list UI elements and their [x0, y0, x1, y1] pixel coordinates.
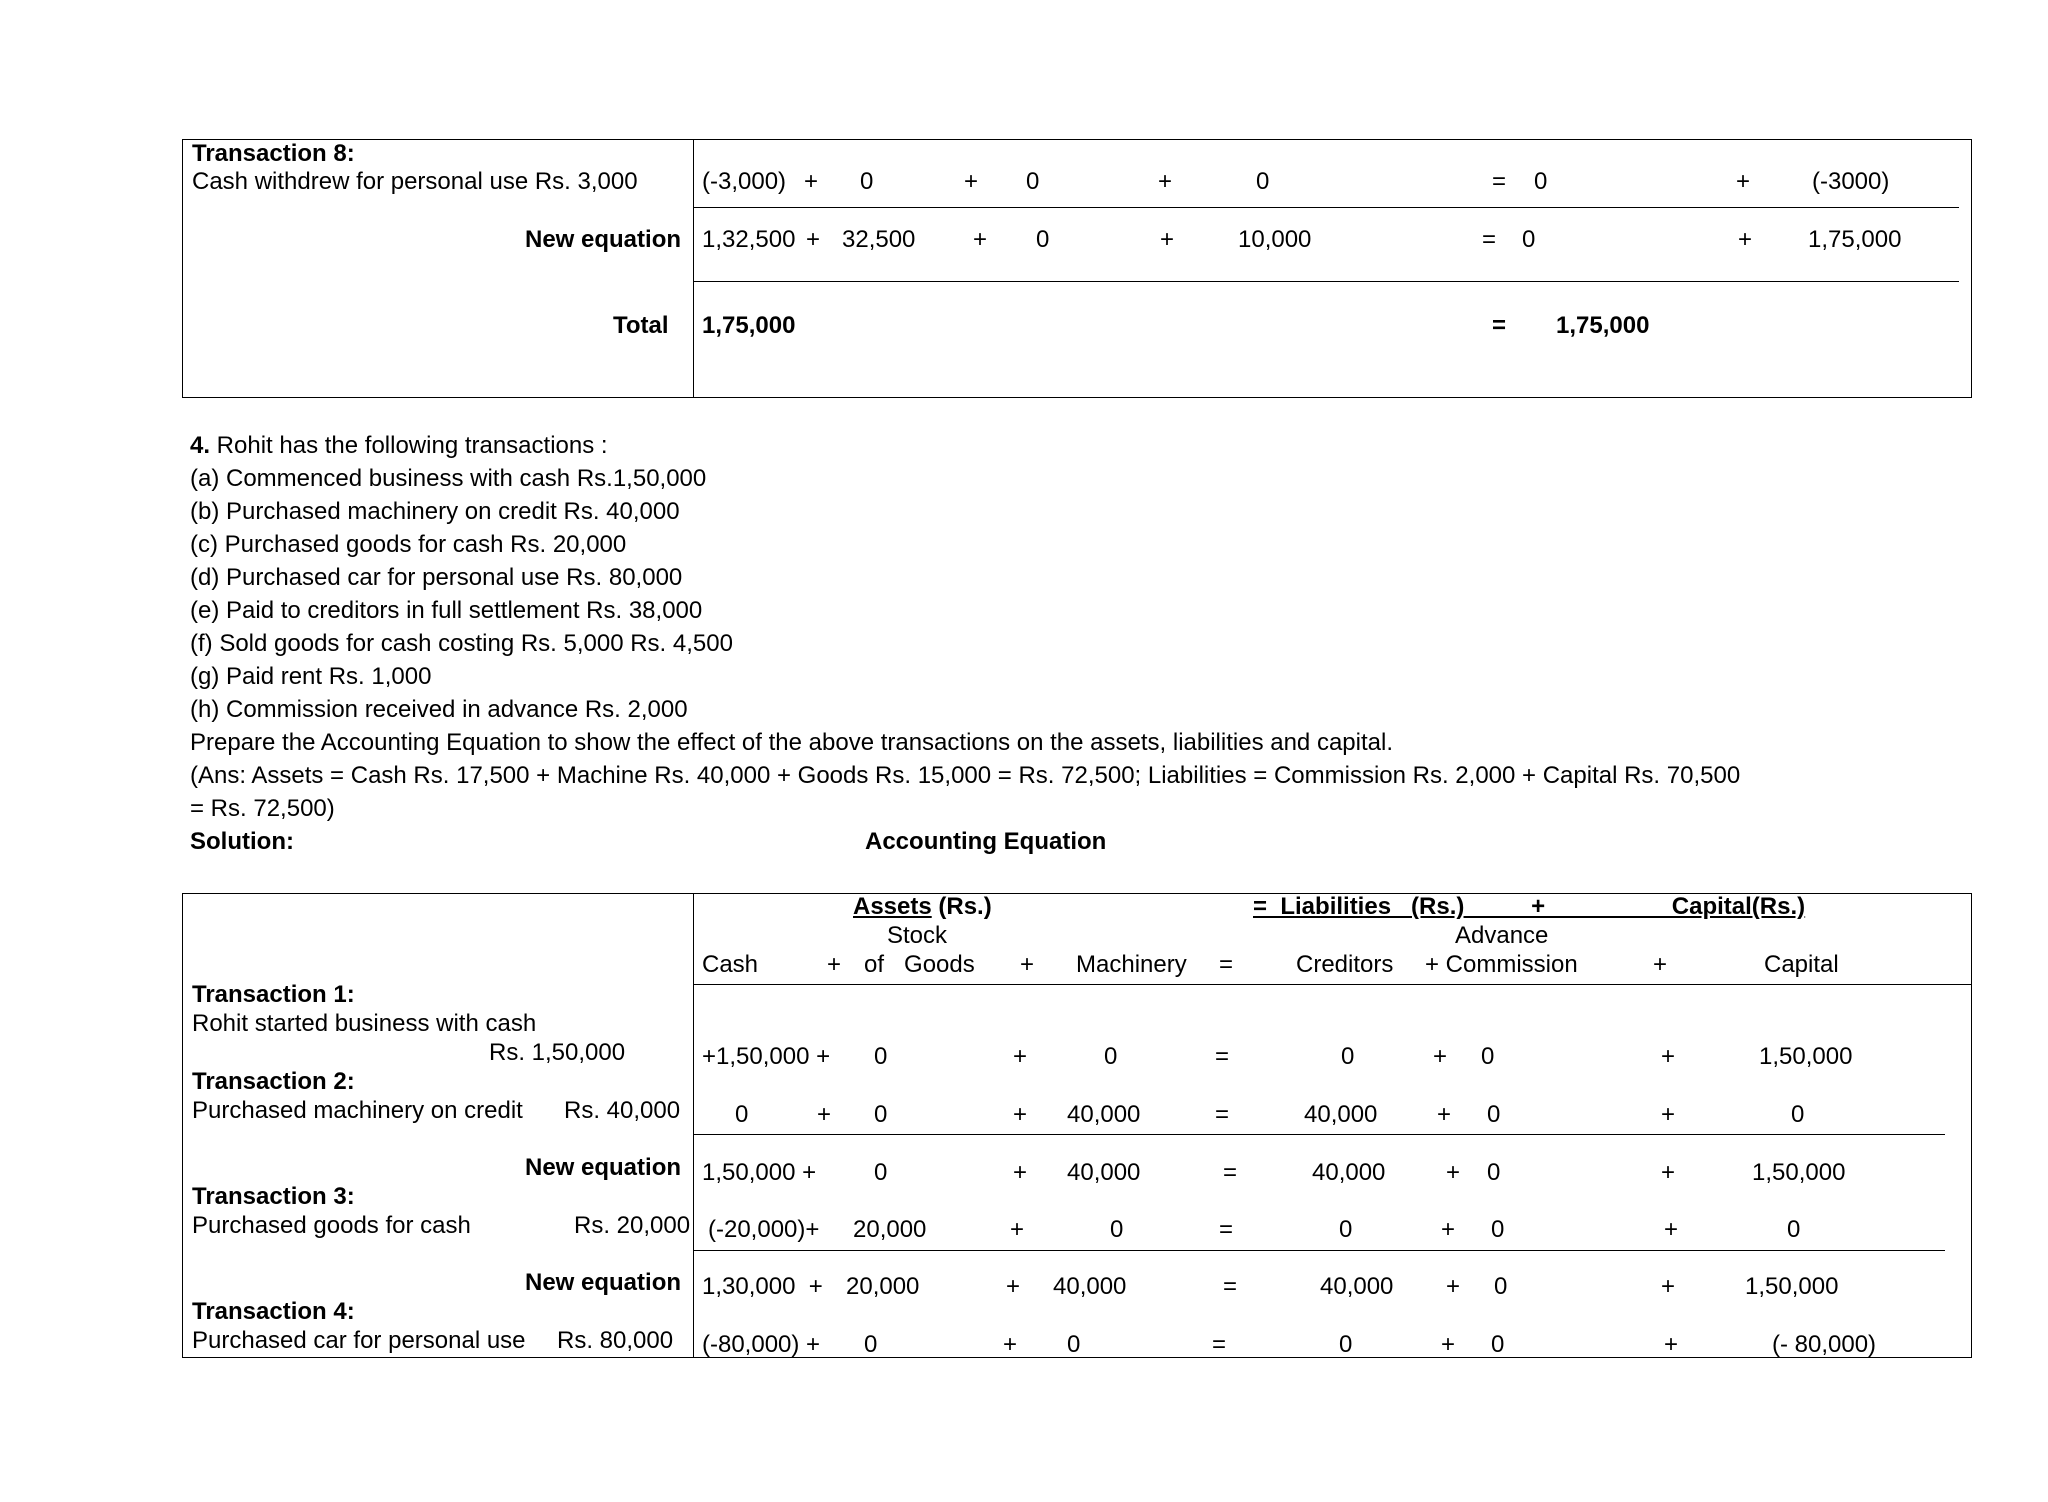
equals-sign: =	[1492, 168, 1507, 195]
plus-sign: +	[1441, 1331, 1456, 1358]
cash-value: 1,50,000 +	[702, 1159, 817, 1186]
equals-sign: =	[1223, 1159, 1238, 1186]
question-item: (a) Commenced business with cash Rs.1,50,000	[190, 465, 707, 492]
capital-value: (-3000)	[1812, 168, 1890, 195]
liabilities-capital-header: = Liabilities (Rs.) + Capital(Rs.)	[1253, 893, 1806, 920]
total-assets: 1,75,000	[702, 312, 796, 339]
creditors-value: 0	[1339, 1216, 1353, 1243]
plus-sign: +	[806, 226, 821, 253]
cash-value: (-80,000) +	[702, 1331, 821, 1358]
plus-sign: +	[1013, 1043, 1028, 1070]
plus-sign: +	[1006, 1273, 1021, 1300]
cash-value: (-3,000)	[702, 168, 787, 195]
plus-sign: +	[1160, 226, 1175, 253]
plus-sign: +	[804, 168, 819, 195]
stock-value: 0	[874, 1159, 888, 1186]
plus-sign: +	[1010, 1216, 1025, 1243]
creditors-value: 40,000	[1304, 1101, 1378, 1128]
table-divider	[693, 139, 694, 398]
plus-sign: +	[817, 1101, 832, 1128]
creditors-value: 0	[1341, 1043, 1355, 1070]
question-item: (e) Paid to creditors in full settlement Rs. 38,000	[190, 597, 703, 624]
cash-value: (-20,000)+	[708, 1216, 820, 1243]
plus-sign: +	[1446, 1273, 1461, 1300]
plus-sign: +	[973, 226, 988, 253]
plus-sign: +	[1003, 1331, 1018, 1358]
transaction-heading: Transaction 4:	[192, 1298, 355, 1325]
equals-sign: =	[1219, 1216, 1234, 1243]
plus-sign: +	[1661, 1159, 1676, 1186]
commission-value: 0	[1494, 1273, 1508, 1300]
transaction-description: Rohit started business with cash	[192, 1010, 537, 1037]
transaction-amount: Rs. 1,50,000	[489, 1039, 626, 1066]
creditors-value: 40,000	[1320, 1273, 1394, 1300]
table-divider	[693, 893, 694, 1358]
transaction-description: Cash withdrew for personal use Rs. 3,000	[192, 168, 638, 195]
transaction-description: Purchased machinery on credit	[192, 1097, 523, 1124]
plus-sign: +	[1446, 1159, 1461, 1186]
equals-sign: =	[1215, 1101, 1230, 1128]
liability-value: 0	[1522, 226, 1536, 253]
commission-value: 0	[1491, 1331, 1505, 1358]
machinery-value: 0	[1104, 1043, 1118, 1070]
assets-header: Assets (Rs.)	[853, 893, 992, 920]
plus-sign: +	[1158, 168, 1173, 195]
plus-sign: +	[1013, 1159, 1028, 1186]
equals-sign: =	[1482, 226, 1497, 253]
transaction-amount: Rs. 40,000	[564, 1097, 681, 1124]
question-text: Rohit has the following transactions :	[210, 432, 608, 459]
plus-sign: +	[1013, 1101, 1028, 1128]
plus-sign: +	[1661, 1273, 1676, 1300]
machinery-value: 0	[1067, 1331, 1081, 1358]
liability-value: 0	[1534, 168, 1548, 195]
cash-value: 0	[735, 1101, 749, 1128]
question-item: (d) Purchased car for personal use Rs. 80,000	[190, 564, 683, 591]
machinery-value: 40,000	[1067, 1159, 1141, 1186]
transaction-heading: Transaction 3:	[192, 1183, 355, 1210]
commission-value: 0	[1481, 1043, 1495, 1070]
plus-sign: +	[1738, 226, 1753, 253]
col-header-machinery: Machinery	[1076, 951, 1187, 978]
plus-sign: +	[1437, 1101, 1452, 1128]
commission-value: 0	[1487, 1101, 1501, 1128]
transaction-amount: Rs. 20,000	[574, 1212, 691, 1239]
question-item: (c) Purchased goods for cash Rs. 20,000	[190, 531, 627, 558]
plus-sign: +	[1020, 951, 1035, 978]
machinery-value: 40,000	[1053, 1273, 1127, 1300]
capital-value: 1,75,000	[1808, 226, 1902, 253]
cash-value: +1,50,000 +	[702, 1043, 831, 1070]
col-header-cash: Cash	[702, 951, 759, 978]
plus-sign: +	[1441, 1216, 1456, 1243]
capital-value: 0	[1791, 1101, 1805, 1128]
transaction-description: Purchased car for personal use	[192, 1327, 526, 1354]
transaction-heading: Transaction 8:	[192, 140, 355, 167]
question-item: (h) Commission received in advance Rs. 2,000	[190, 696, 688, 723]
stock-value: 0	[864, 1331, 878, 1358]
header-divider	[693, 984, 1972, 985]
question-intro	[190, 432, 608, 460]
equals-sign: =	[1223, 1273, 1238, 1300]
transaction-amount: Rs. 80,000	[557, 1327, 674, 1354]
capital-value: 1,50,000	[1752, 1159, 1846, 1186]
machinery-value: 40,000	[1067, 1101, 1141, 1128]
capital-value: 1,50,000	[1759, 1043, 1853, 1070]
total-label: Total	[613, 312, 669, 339]
answer-line: = Rs. 72,500)	[190, 795, 335, 822]
row-divider	[693, 281, 1959, 282]
equals-sign: =	[1219, 951, 1234, 978]
equals-sign: =	[1492, 312, 1507, 339]
total-liabilities-capital: 1,75,000	[1556, 312, 1650, 339]
col-header-capital: Capital	[1764, 951, 1839, 978]
row-divider	[693, 207, 1959, 208]
question-item: (b) Purchased machinery on credit Rs. 40,000	[190, 498, 680, 525]
transaction-heading: Transaction 1:	[192, 981, 355, 1008]
row-divider	[693, 1250, 1945, 1251]
col-header-creditors: Creditors	[1296, 951, 1394, 978]
new-equation-label: New equation	[525, 226, 682, 253]
capital-value: (- 80,000)	[1772, 1331, 1877, 1358]
plus-sign: +	[1653, 951, 1668, 978]
question-instruction: Prepare the Accounting Equation to show the effect of the above transactions on the assets, liabilities and capital.	[190, 729, 1393, 756]
answer-line: (Ans: Assets = Cash Rs. 17,500 + Machine Rs. 40,000 + Goods Rs. 15,000 = Rs. 72,500; Liabilities = Commission Rs. 2,000 + Capital Rs. 70,500	[190, 762, 1741, 789]
col-header-of-goods: of Goods	[864, 951, 975, 978]
plus-sign: +	[1664, 1216, 1679, 1243]
row-divider	[693, 1134, 1945, 1135]
commission-value: 0	[1487, 1159, 1501, 1186]
cash-value: 1,30,000 +	[702, 1273, 823, 1300]
creditors-value: 0	[1339, 1331, 1353, 1358]
new-equation-label: New equation	[525, 1154, 682, 1181]
cash-value: 1,32,500	[702, 226, 796, 253]
machinery-value: 0	[1110, 1216, 1124, 1243]
plus-sign: +	[1736, 168, 1751, 195]
other-asset-value: 10,000	[1238, 226, 1312, 253]
commission-value: 0	[1491, 1216, 1505, 1243]
equation-title: Accounting Equation	[865, 828, 1107, 855]
plus-sign: +	[964, 168, 979, 195]
solution-label: Solution:	[190, 828, 294, 855]
stock-value: 20,000	[846, 1273, 920, 1300]
plus-sign: +	[1661, 1101, 1676, 1128]
other-asset-value: 0	[1256, 168, 1270, 195]
plus-sign: +	[1433, 1043, 1448, 1070]
plus-sign: +	[1661, 1043, 1676, 1070]
stock-value: 0	[860, 168, 874, 195]
stock-value: 32,500	[842, 226, 916, 253]
equals-sign: =	[1215, 1043, 1230, 1070]
creditors-value: 40,000	[1312, 1159, 1386, 1186]
machinery-value: 0	[1026, 168, 1040, 195]
plus-sign: +	[827, 951, 842, 978]
question-item: (f) Sold goods for cash costing Rs. 5,000 Rs. 4,500	[190, 630, 733, 657]
capital-value: 0	[1787, 1216, 1801, 1243]
plus-sign: +	[1664, 1331, 1679, 1358]
stock-value: 20,000	[853, 1216, 927, 1243]
equals-sign: =	[1212, 1331, 1227, 1358]
col-header-stock: Stock	[887, 922, 948, 949]
question-item: (g) Paid rent Rs. 1,000	[190, 663, 432, 690]
col-header-advance: Advance	[1455, 922, 1549, 949]
question-number: 4.	[190, 432, 211, 459]
transaction-description: Purchased goods for cash	[192, 1212, 471, 1239]
machinery-value: 0	[1036, 226, 1050, 253]
new-equation-label: New equation	[525, 1269, 682, 1296]
stock-value: 0	[874, 1043, 888, 1070]
stock-value: 0	[874, 1101, 888, 1128]
transaction-heading: Transaction 2:	[192, 1068, 355, 1095]
capital-value: 1,50,000	[1745, 1273, 1839, 1300]
col-header-commission: + Commission	[1425, 951, 1578, 978]
